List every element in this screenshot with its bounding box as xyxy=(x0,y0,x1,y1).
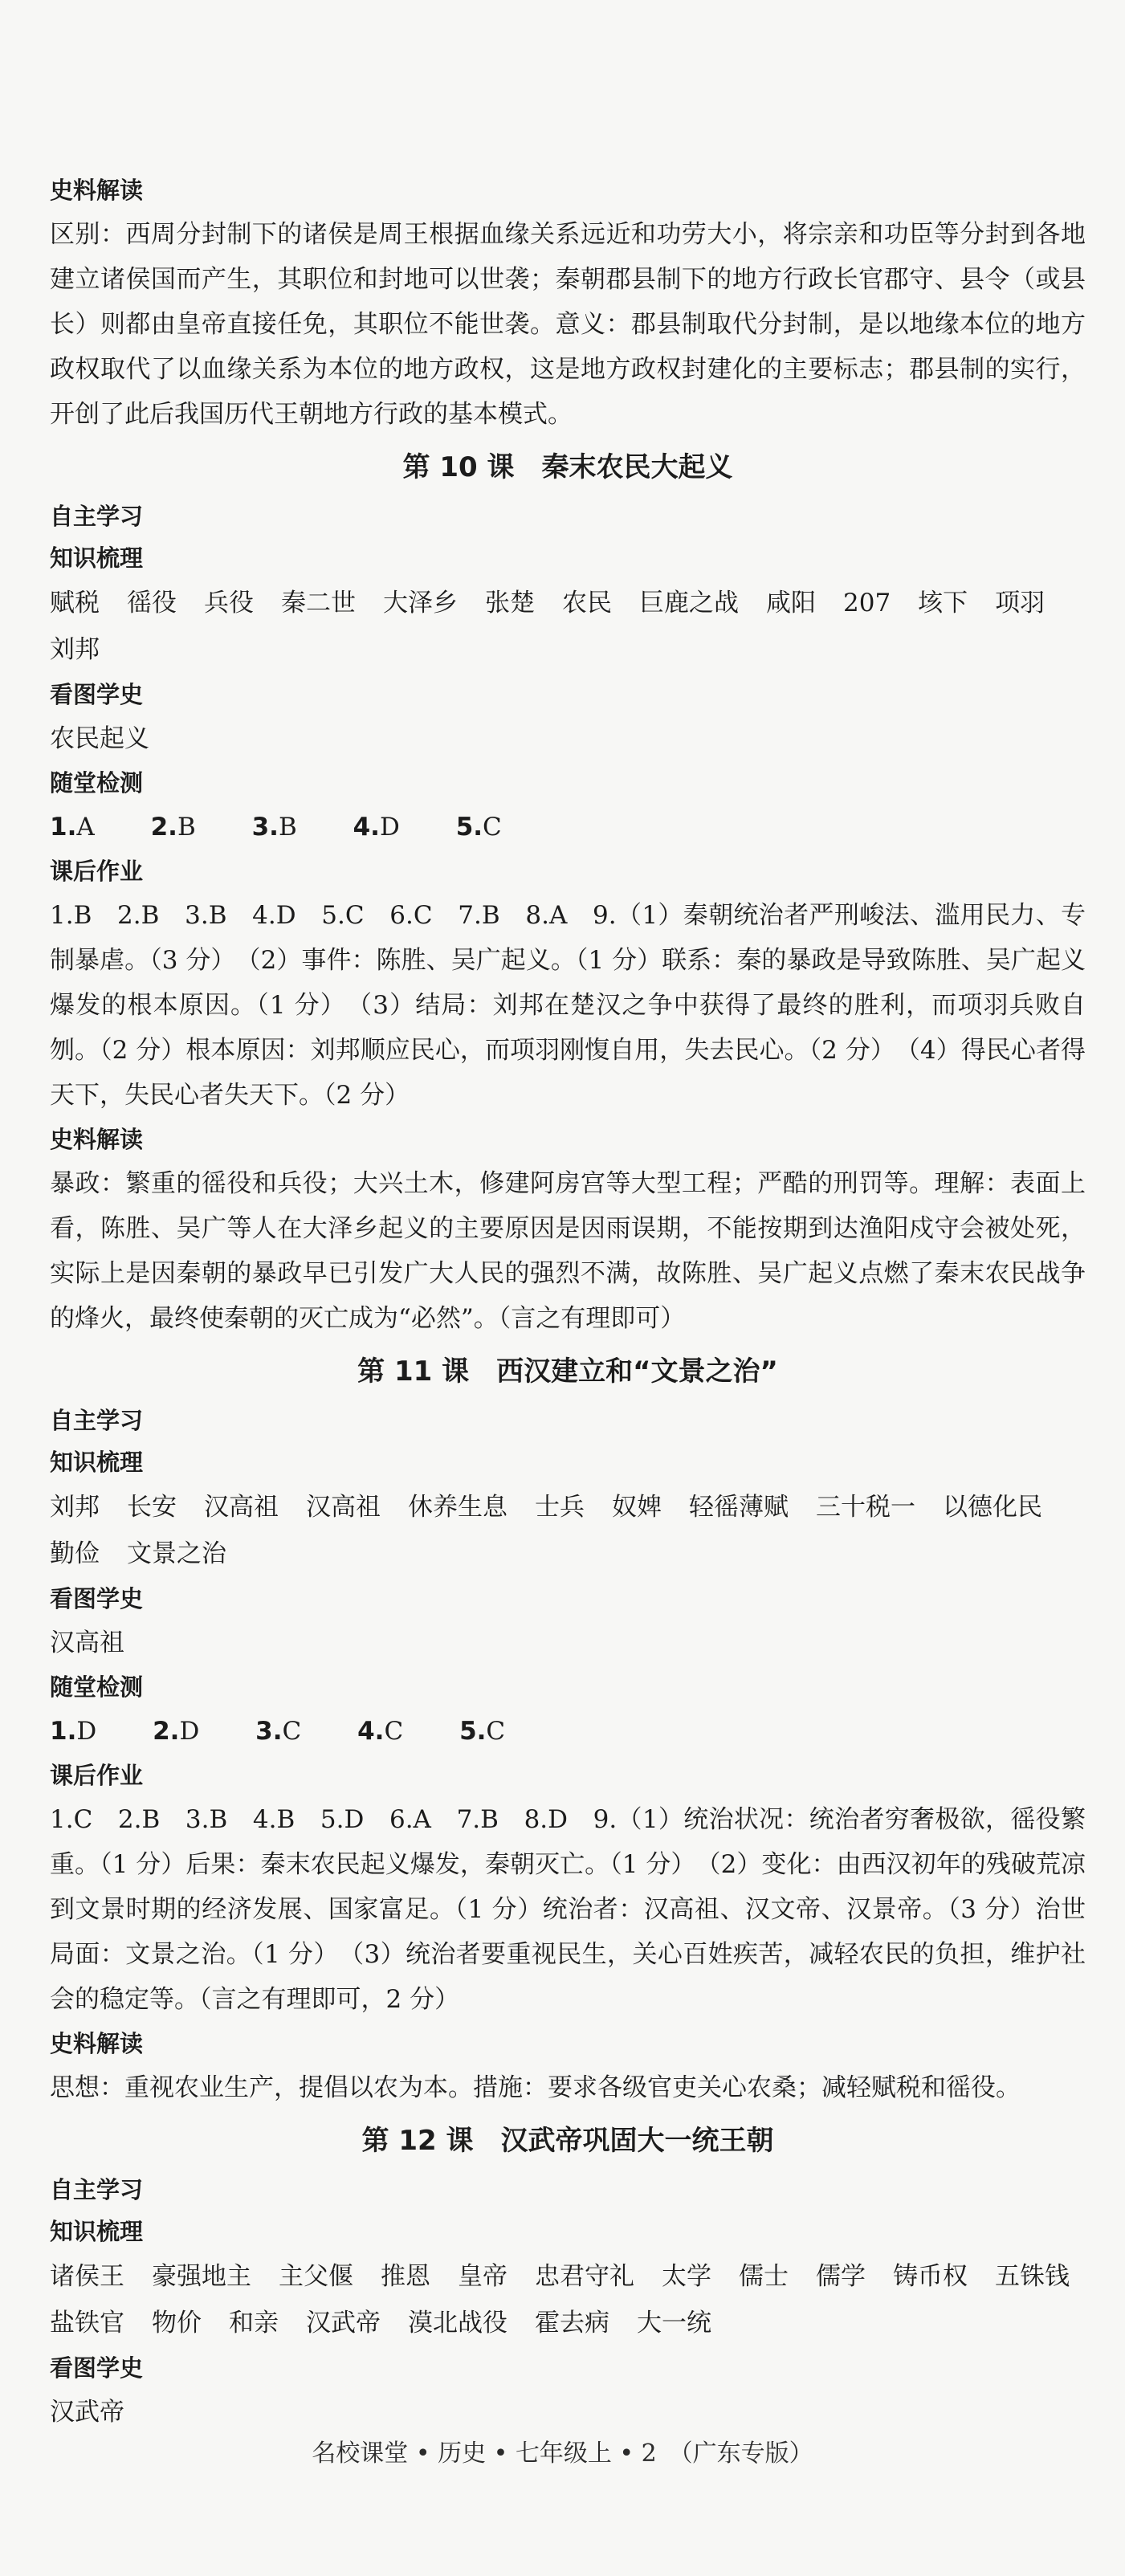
source-heading: 史料解读 xyxy=(50,177,144,204)
keyword: 咸阳 xyxy=(766,589,816,618)
picture-answer: 汉武帝 xyxy=(50,2398,124,2427)
keyword: 忠君守礼 xyxy=(535,2262,634,2291)
keyword: 盐铁官 xyxy=(50,2309,124,2338)
keyword: 赋税 xyxy=(50,589,100,618)
keyword: 刘邦 xyxy=(50,635,100,664)
self-study-heading: 自主学习 xyxy=(50,503,144,530)
keyword: 皇帝 xyxy=(458,2262,507,2291)
lesson-number: 第 10 课 xyxy=(402,451,515,483)
answer-item: 5.C xyxy=(459,1717,506,1746)
lesson-name: 秦末农民大起义 xyxy=(541,451,733,483)
keyword: 汉武帝 xyxy=(306,2309,381,2338)
lesson-name: 汉武帝巩固大一统王朝 xyxy=(500,2125,774,2157)
keyword: 奴婢 xyxy=(612,1493,662,1522)
keyword: 勤俭 xyxy=(50,1539,100,1568)
keyword: 豪强地主 xyxy=(152,2262,251,2291)
keyword: 物价 xyxy=(152,2309,202,2338)
keyword: 汉高祖 xyxy=(204,1493,279,1522)
source-heading: 史料解读 xyxy=(50,1126,144,1153)
source-heading: 史料解读 xyxy=(50,2030,144,2057)
keyword: 张楚 xyxy=(485,589,535,618)
answer-item: 1.A xyxy=(50,813,95,842)
answer-item: 2.B xyxy=(150,813,196,842)
lesson-title xyxy=(50,1346,1086,1397)
homework-heading: 课后作业 xyxy=(50,858,144,885)
answer-item: 3.B xyxy=(251,813,297,842)
keyword: 主父偃 xyxy=(279,2262,353,2291)
keyword: 漠北战役 xyxy=(408,2309,507,2338)
picture-answer: 农民起义 xyxy=(50,724,149,753)
picture-heading: 看图学史 xyxy=(50,681,144,708)
self-study-heading: 自主学习 xyxy=(50,1407,144,1434)
class-check-answers xyxy=(50,805,1086,850)
source-text: 暴政：繁重的徭役和兵役；大兴土木，修建阿房宫等大型工程；严酷的刑罚等。理解：表面上看，陈胜、吴广等人在大泽乡起义的主要原因是因雨误期，不能按期到达渔阳戍守会被处死，实际上是因秦朝的暴政早已引发广大人民的强烈不满，故陈胜、吴广起义点燃了秦末农民战争的烽火，最终使秦朝的灭亡成为“必然”。（言之有理即可） xyxy=(50,1169,1086,1333)
answer-item: 4.C xyxy=(357,1717,404,1746)
keyword-list xyxy=(50,2253,1086,2346)
answer-item: 5.C xyxy=(455,813,502,842)
lesson-title xyxy=(50,442,1086,493)
lesson-number: 第 11 课 xyxy=(357,1355,470,1388)
homework-text: 1.C 2.B 3.B 4.B 5.D 6.A 7.B 8.D 9.（1）统治状况：统治者穷奢极欲，徭役繁重。（1 分）后果：秦末农民起义爆发，秦朝灭亡。（1 分） （2）变化：由西汉初年的残破荒凉到文景时期的经济发展、国家富足。（1 分）统治者：汉高祖、汉文帝、汉景帝。（3 分）治世局面：文景之治。（1 分） （3）统治者要重视民生，关心百姓疾苦，减轻农民的负担，维护社会的稳定等。（言之有理即可，2 分） xyxy=(50,1805,1086,2014)
keyword: 和亲 xyxy=(229,2309,279,2338)
knowledge-heading: 知识梳理 xyxy=(50,1449,144,1476)
keyword: 推恩 xyxy=(381,2262,430,2291)
keyword: 三十税一 xyxy=(816,1493,915,1522)
page-footer: 名校课堂 • 历史 • 七年级上 • 2 （广东专版） xyxy=(312,2439,813,2468)
answer-item: 1.D xyxy=(50,1717,97,1746)
keyword: 垓下 xyxy=(918,589,968,618)
picture-heading: 看图学史 xyxy=(50,2354,144,2382)
source-text: 区别：西周分封制下的诸侯是周王根据血缘关系远近和功劳大小，将宗亲和功臣等分封到各地建立诸侯国而产生，其职位和封地可以世袭；秦朝郡县制下的地方行政长官郡守、县令（或县长）则都由皇帝直接任免，其职位不能世袭。意义：郡县制取代分封制，是以地缘本位的地方政权取代了以血缘关系为本位的地方政权，这是地方政权封建化的主要标志；郡县制的实行，开创了此后我国历代王朝地方行政的基本模式。 xyxy=(50,220,1086,429)
keyword: 休养生息 xyxy=(408,1493,507,1522)
answer-item: 2.D xyxy=(153,1717,200,1746)
answer-item: 4.D xyxy=(353,813,400,842)
keyword: 以德化民 xyxy=(943,1493,1042,1522)
keyword: 汉高祖 xyxy=(306,1493,381,1522)
page-content xyxy=(50,169,1086,2435)
keyword: 刘邦 xyxy=(50,1493,100,1522)
keyword: 霍去病 xyxy=(535,2309,609,2338)
keyword: 文景之治 xyxy=(127,1539,226,1568)
self-study-heading: 自主学习 xyxy=(50,2176,144,2203)
keyword: 秦二世 xyxy=(281,589,356,618)
keyword: 轻徭薄赋 xyxy=(689,1493,789,1522)
keyword: 儒学 xyxy=(816,2262,866,2291)
keyword: 五铢钱 xyxy=(995,2262,1070,2291)
knowledge-heading: 知识梳理 xyxy=(50,2218,144,2245)
keyword: 太学 xyxy=(662,2262,711,2291)
source-text: 思想：重视农业生产，提倡以农为本。措施：要求各级官吏关心农桑；减轻赋税和徭役。 xyxy=(50,2073,1021,2102)
keyword: 诸侯王 xyxy=(50,2262,124,2291)
keyword: 巨鹿之战 xyxy=(639,589,739,618)
homework-heading: 课后作业 xyxy=(50,1762,144,1789)
lesson-number: 第 12 课 xyxy=(361,2125,474,2157)
keyword-list xyxy=(50,580,1086,673)
answer-item: 3.C xyxy=(255,1717,302,1746)
picture-heading: 看图学史 xyxy=(50,1585,144,1612)
keyword: 项羽 xyxy=(995,589,1046,618)
lesson-title xyxy=(50,2115,1086,2166)
keyword: 大泽乡 xyxy=(383,589,458,618)
homework-text: 1.B 2.B 3.B 4.D 5.C 6.C 7.B 8.A 9.（1）秦朝统治者严刑峻法、滥用民力、专制暴虐。（3 分） （2）事件：陈胜、吴广起义。（1 分）联系：秦的暴政是导致陈胜、吴广起义爆发的根本原因。（1 分） （3）结局：刘邦在楚汉之争中获得了最终的胜利，而项羽兵败自刎。（2 分）根本原因：刘邦顺应民心，而项羽刚愎自用，失去民心。（2 分） （4）得民心者得天下，失民心者失天下。（2 分） xyxy=(50,901,1086,1110)
picture-answer: 汉高祖 xyxy=(50,1628,124,1657)
keyword: 农民 xyxy=(562,589,612,618)
keyword: 207 xyxy=(843,589,891,618)
keyword-list xyxy=(50,1484,1086,1577)
keyword: 大一统 xyxy=(637,2309,711,2338)
keyword: 徭役 xyxy=(127,589,177,618)
keyword: 兵役 xyxy=(204,589,254,618)
class-check-heading: 随堂检测 xyxy=(50,769,144,797)
class-check-answers xyxy=(50,1709,1086,1754)
keyword: 铸币权 xyxy=(893,2262,968,2291)
keyword: 儒士 xyxy=(739,2262,789,2291)
keyword: 长安 xyxy=(127,1493,177,1522)
knowledge-heading: 知识梳理 xyxy=(50,544,144,572)
class-check-heading: 随堂检测 xyxy=(50,1673,144,1701)
keyword: 士兵 xyxy=(535,1493,585,1522)
lesson-name: 西汉建立和“文景之治” xyxy=(496,1355,778,1388)
